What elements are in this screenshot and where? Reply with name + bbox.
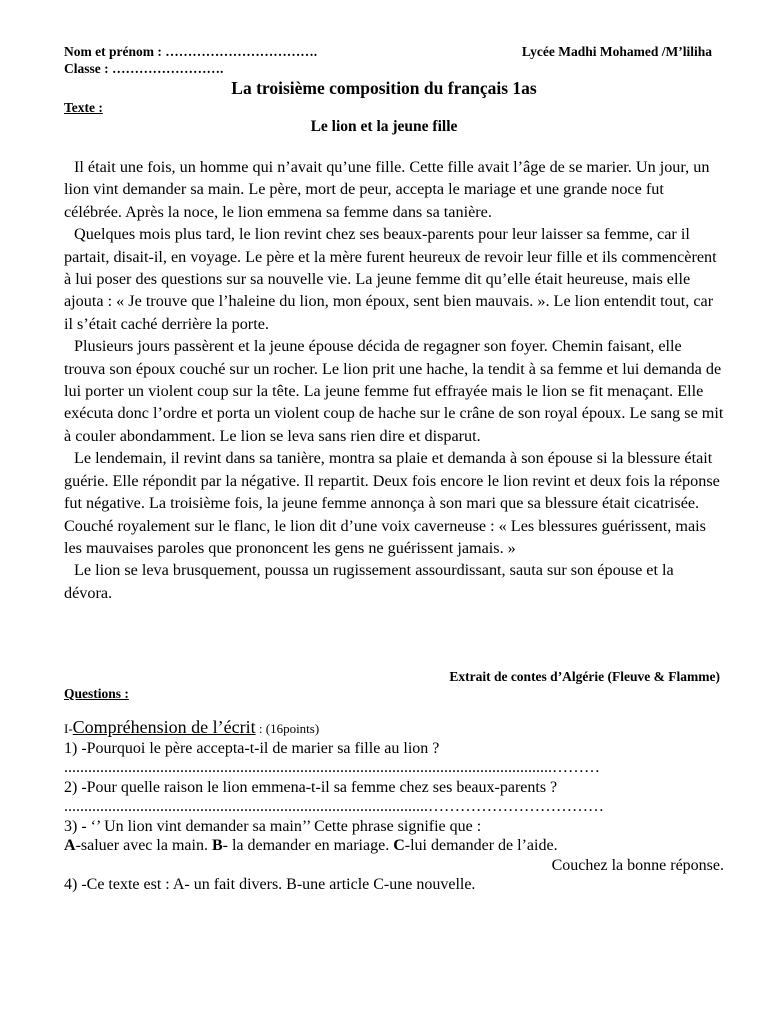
option-a-letter: A: [64, 837, 76, 854]
section-points: : (16points): [255, 721, 320, 736]
question-2: 2) -Pour quelle raison le lion emmena-t-il sa femme chez ses beaux-parents ?: [64, 778, 558, 796]
paragraph: Quelques mois plus tard, le lion revint chez ses beaux-parents pour leur laisser sa femme, car il partait, disait-il, en voyage. Le père et la mère furent heureux de revoir leur fille et ils commencèrent à lui poser des questions sur sa nouvelle vie. La jeune femme dit qu’elle était heureuse, mais elle ajouta : « Je trouve que l’haleine du lion, mon époux, sent bien mauvais. ». Le lion entendit tout, car il s’était caché derrière la porte.: [64, 225, 717, 333]
question-1: 1) -Pourquoi le père accepta-t-il de marier sa fille au lion ?: [64, 739, 440, 757]
section-number: I-: [64, 721, 73, 736]
option-a[interactable]: -saluer avec la main.: [75, 837, 212, 854]
option-c-letter: C: [393, 837, 405, 854]
name-label: Nom et prénom : …………………………….: [64, 44, 318, 59]
section-heading: [64, 718, 724, 739]
class-label: Classe : …………………….: [64, 61, 224, 76]
question-3-options: [64, 836, 724, 856]
question-4: 4) -Ce texte est : A- un fait divers. B-une article C-une nouvelle.: [64, 876, 476, 893]
page-title: La troisième composition du français 1as: [231, 78, 537, 98]
texte-label: Texte :: [64, 100, 103, 115]
answer-line-1[interactable]: ..........................................................................................................................………: [64, 759, 600, 776]
answer-line-2[interactable]: ...........................................................................................……………………………: [64, 798, 604, 815]
school-name: Lycée Madhi Mohamed /M’liliha: [521, 44, 712, 59]
section-title: Compréhension de l’écrit: [72, 718, 256, 737]
paragraph: Le lion se leva brusquement, poussa un rugissement assourdissant, sauta sur son épouse et la dévora.: [64, 561, 674, 602]
option-b-letter: B: [211, 837, 223, 854]
paragraph: Le lendemain, il revint dans sa tanière, montra sa plaie et demanda à son épouse si la blessure était guérie. Elle répondit par la négative. Il repartit. Deux fois encore le lion revint et deux fois la réponse fut négative. La troisième fois, la jeune femme annonça à son mari que sa blessure était cicatrisée. Couché royalement sur le flanc, le lion dit d’une voix caverneuse : « Les blessures guérissent, mais les mauvaises paroles que prononcent les gens ne guérissent jamais. »: [64, 449, 720, 557]
option-c[interactable]: -lui demander de l’aide.: [404, 837, 558, 854]
source-citation: Extrait de contes d’Algérie (Fleuve & Flamme): [449, 669, 720, 684]
story-title: Le lion et la jeune fille: [310, 118, 458, 135]
questions-label: Questions :: [64, 686, 129, 701]
paragraph: Il était une fois, un homme qui n’avait qu’une fille. Cette fille avait l’âge de se marier. Un jour, un lion vint demander sa main. Le père, mort de peur, accepta le mariage et une grande noce fut célébrée. Après la noce, le lion emmena sa femme dans sa tanière.: [64, 158, 710, 221]
story-text: [64, 156, 724, 604]
questions-section: [64, 718, 724, 895]
question-3: 3) - ‘’ Un lion vint demander sa main’’ Cette phrase signifie que :: [64, 817, 482, 835]
paragraph: Plusieurs jours passèrent et la jeune épouse décida de regagner son foyer. Chemin faisant, elle trouva son époux couché sur un rocher. Le lion prit une hache, la tendit à sa femme et lui demanda de lui porter un violent coup sur la tête. La jeune femme fut effrayée mais le lion se fit menaçant. Elle exécuta donc l’ordre et porta un violent coup de hache sur le crâne de son royal époux. Le sang se mit à couler abondamment. Le lion se leva sans rien dire et disparut.: [64, 337, 724, 445]
option-b[interactable]: - la demander en mariage.: [222, 837, 394, 854]
question-3-instruction: Couchez la bonne réponse.: [551, 856, 724, 874]
